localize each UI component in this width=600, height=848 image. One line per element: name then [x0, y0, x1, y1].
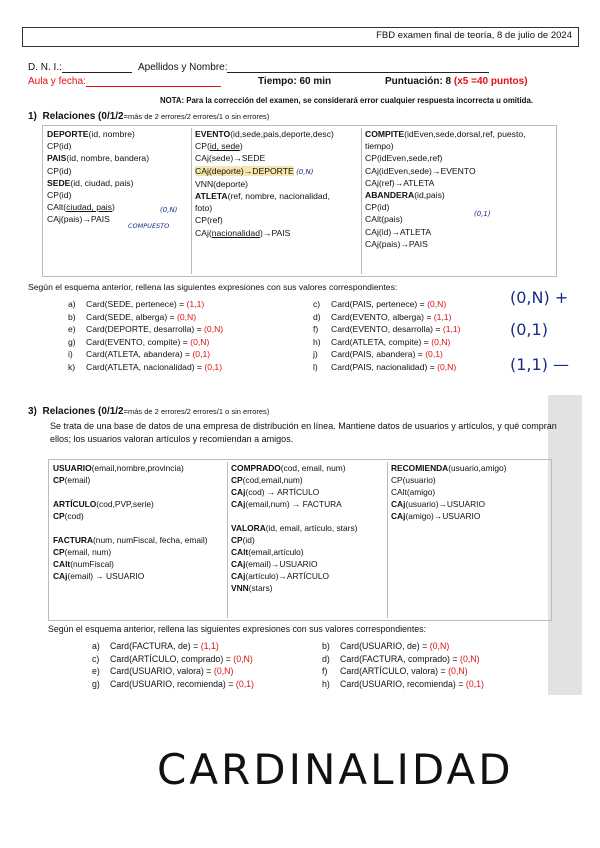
card-answer: a) Card(FACTURA, de) = (1,1): [92, 641, 219, 651]
dni-field: [28, 62, 132, 73]
score-field: [385, 76, 528, 87]
schema-line: [53, 522, 225, 534]
schema-line: CP(id): [231, 535, 255, 545]
schema-line: CAlt(pais): [365, 214, 403, 225]
schema-line: CP(id, sede): [195, 141, 243, 152]
card-answer: b) Card(SEDE, alberga) = (0,N): [68, 311, 197, 322]
schema3-col3: [387, 462, 549, 618]
schema-line: CAj(cod) → ARTÍCULO: [231, 487, 320, 497]
room-line[interactable]: [86, 76, 221, 87]
room-label: Aula y fecha:: [28, 76, 86, 87]
schema-line: CAj(artículo)→ARTÍCULO: [231, 571, 330, 581]
section1-answers-left: [68, 298, 223, 373]
card-answer: g) Card(EVENTO, compite) = (0,N): [68, 336, 210, 347]
schema3-col1: [53, 462, 225, 582]
schema-line: CP(id): [47, 190, 72, 201]
schema-line: ATLETA(ref, nombre, nacionalidad,: [195, 191, 330, 202]
card-answer: h) Card(ATLETA, compite) = (0,N): [313, 336, 451, 347]
section1-subtitle: =más de 2 errores/2 errores/1 o sin errores): [123, 112, 270, 121]
card-answer: a) Card(SEDE, pertenece) = (1,1): [68, 299, 205, 309]
section1-schema: [42, 125, 557, 277]
exam-header: [22, 27, 579, 47]
handwritten-legend-01: (0,1): [510, 320, 548, 339]
schema-line: CP(id): [47, 141, 72, 152]
schema-line: CAj(pais)→PAIS: [47, 214, 110, 225]
handwritten-note: (0,1): [474, 210, 491, 218]
schema-line: CAj(pais)→PAIS: [365, 238, 428, 249]
schema-line: CAj(sede)→SEDE: [195, 153, 266, 164]
score-label: Puntuación: 8: [385, 76, 452, 87]
card-answer: e) Card(USUARIO, valora) = (0,N): [92, 666, 234, 676]
section1-instruction: Según el esquema anterior, rellena las siguientes expresiones con sus valores correspondientes:: [28, 282, 398, 292]
schema-line: CAj(ref)→ATLETA: [365, 177, 435, 188]
section3-instruction: Según el esquema anterior, rellena las siguientes expresiones con sus valores correspondientes:: [48, 624, 426, 634]
handwritten-legend-0n: (0,N) +: [510, 288, 569, 307]
exam-note: NOTA: Para la corrección del examen, se considerará error cualquier respuesta incorrecta u omitida.: [160, 96, 533, 105]
schema-line: CAj(deporte)→DEPORTE (0,N): [195, 165, 314, 176]
card-answer: f) Card(ARTÍCULO, valora) = (0,N): [322, 666, 468, 676]
card-answer: b) Card(USUARIO, de) = (0,N): [322, 641, 450, 651]
schema-line: CP(email, num): [53, 547, 112, 557]
schema-line: VNN(deporte): [195, 178, 249, 189]
schema-line: SEDE(id, ciudad, pais): [47, 177, 134, 188]
card-answer: i) Card(ATLETA, abandera) = (0,1): [68, 349, 211, 359]
card-answer: g) Card(USUARIO, recomienda) = (0,1): [92, 678, 254, 689]
schema-line: RECOMIENDA(usuario,amigo): [391, 463, 507, 473]
schema-line: PAIS(id, nombre, bandera): [47, 153, 150, 164]
section3-description: Se trata de una base de datos de una empresa de distribución en línea. Mantiene datos de usuarios y artículos, y qué compran ellos; los usuarios valoran artículos y recomiendan a amigos.: [50, 421, 557, 444]
schema-line: [231, 510, 386, 522]
schema-line: CAj(nacionalidad)→PAIS: [195, 227, 291, 238]
schema-line: CAlt(numFiscal): [53, 559, 114, 569]
schema-line: CP(usuario): [391, 475, 436, 485]
card-answer: c) Card(PAIS, pertenece) = (0,N): [313, 299, 447, 309]
name-line[interactable]: [227, 62, 489, 73]
schema-line: CAlt(ciudad, pais): [47, 202, 115, 213]
section3-number: 3): [28, 406, 37, 417]
schema-line: ARTÍCULO(cod,PVP,serie): [53, 499, 154, 509]
schema-line: foto): [195, 203, 213, 214]
schema-line: CAj(id)→ATLETA: [365, 226, 432, 237]
handwritten-legend-11: (1,1) —: [510, 355, 570, 374]
card-answer: k) Card(ATLETA, nacionalidad) = (0,1): [68, 361, 223, 372]
schema-line: CAj(idEven,sede)→EVENTO: [365, 165, 476, 176]
schema-line: CAj(email,num) → FACTURA: [231, 499, 342, 509]
card-answer: e) Card(DEPORTE, desarrolla) = (0,N): [68, 324, 224, 334]
section3-subtitle: =más de 2 errores/2 errores/1 o sin errores): [123, 407, 270, 416]
card-answer: d) Card(EVENTO, alberga) = (1,1): [313, 311, 452, 322]
dni-label: D. N. I.:: [28, 62, 62, 73]
schema-line: VALORA(id, email, artículo, stars): [231, 523, 358, 533]
schema1-col3: [361, 128, 555, 274]
schema-line: EVENTO(id,sede,pais,deporte,desc): [195, 129, 334, 139]
section1-title: [28, 111, 269, 122]
section3-answers-left: [92, 640, 254, 690]
schema-line: CP(idEven,sede,ref): [365, 153, 443, 164]
section3-title: [28, 406, 269, 417]
schema-line: CP(cod): [53, 511, 84, 521]
handwritten-big-title: CARDINALIDAD: [157, 745, 514, 794]
schema-line: CAj(email) → USUARIO: [53, 571, 145, 581]
name-field: [138, 62, 489, 73]
score-detail: (x5 =40 puntos): [453, 76, 528, 87]
card-answer: j) Card(PAIS, abandera) = (0,1): [313, 349, 443, 359]
time-label: Tiempo: 60 min: [258, 76, 332, 87]
schema-line: VNN(stars): [231, 583, 273, 593]
section3-schema: [48, 459, 552, 621]
schema-line: DEPORTE(id, nombre): [47, 129, 135, 139]
schema-line: COMPRADO(cod, email, num): [231, 463, 346, 473]
schema-line: CAj(amigo)→USUARIO: [391, 511, 481, 521]
schema-line: FACTURA(num, numFiscal, fecha, email): [53, 535, 208, 545]
schema-line: USUARIO(email,nombre,provincia): [53, 463, 184, 473]
section1-heading: Relaciones (0/1/2: [42, 111, 124, 122]
schema3-col2: [227, 462, 386, 618]
schema-line: CP(cod,email,num): [231, 475, 303, 485]
card-answer: l) Card(PAIS, nacionalidad) = (0,N): [313, 361, 457, 372]
section3-answers-right: [322, 640, 484, 690]
card-answer: d) Card(FACTURA, comprado) = (0,N): [322, 653, 480, 664]
highlighted-line: CAj(deporte)→DEPORTE: [195, 165, 294, 176]
schema-line: CP(id): [47, 165, 72, 176]
schema-line: CAj(usuario)→USUARIO: [391, 499, 486, 509]
name-label: Apellidos y Nombre:: [138, 62, 228, 73]
schema-line: ABANDERA(id,pais): [365, 190, 445, 201]
schema-line: CP(id): [365, 202, 390, 213]
schema-line: COMPITE(idEven,sede,dorsal,ref, puesto,: [365, 129, 526, 139]
handwritten-note: COMPUESTO: [128, 222, 170, 230]
schema-line: CAlt(amigo): [391, 487, 436, 497]
card-answer: h) Card(USUARIO, recomienda) = (0,1): [322, 678, 484, 689]
schema-line: CP(ref): [195, 215, 223, 226]
section1-answers-right: [313, 298, 461, 373]
schema-line: CAj(email)→USUARIO: [231, 559, 318, 569]
schema-line: tiempo): [365, 141, 394, 152]
card-answer: c) Card(ARTÍCULO, comprado) = (0,N): [92, 653, 253, 664]
section1-number: 1): [28, 111, 37, 122]
handwritten-note: (0,N): [160, 206, 178, 214]
schema-line: [53, 486, 225, 498]
section3-heading: Relaciones (0/1/2: [42, 406, 124, 417]
exam-title: FBD examen final de teoría, 8 de julio de 2024: [376, 30, 572, 41]
schema-line: CAlt(email,artículo): [231, 547, 304, 557]
room-field: [28, 76, 221, 87]
card-answer: f) Card(EVENTO, desarrolla) = (1,1): [313, 324, 461, 334]
schema-line: CP(email): [53, 475, 91, 485]
schema1-col2: [191, 128, 365, 274]
dni-line[interactable]: [62, 62, 132, 73]
